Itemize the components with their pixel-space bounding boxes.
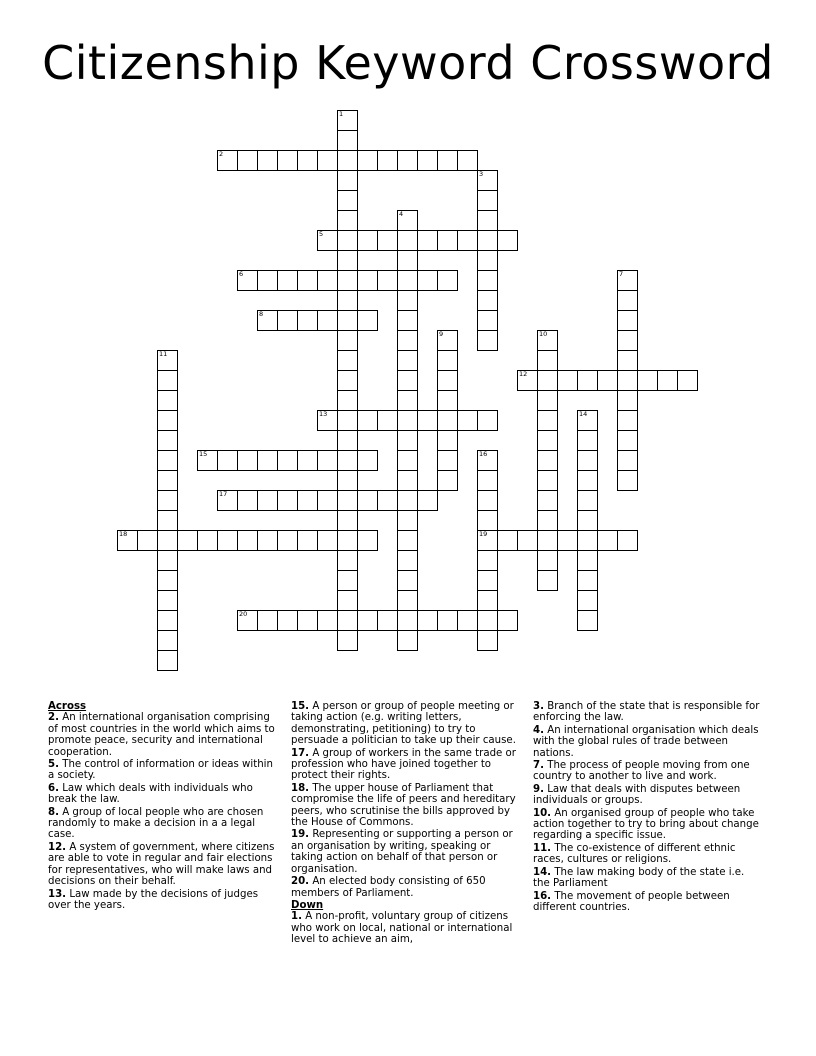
across-heading: Across [48, 701, 87, 712]
grid-cell[interactable] [377, 270, 398, 291]
grid-cell[interactable] [477, 290, 498, 311]
grid-cell[interactable] [337, 470, 358, 491]
grid-cell[interactable] [297, 310, 318, 331]
grid-cell[interactable] [257, 270, 278, 291]
grid-cell[interactable] [297, 530, 318, 551]
clues-column-2 [291, 701, 521, 947]
grid-cell[interactable] [617, 330, 638, 351]
grid-cell[interactable] [477, 470, 498, 491]
grid-cell[interactable] [397, 230, 418, 251]
grid-cell[interactable] [537, 510, 558, 531]
grid-cell[interactable] [437, 610, 458, 631]
grid-cell[interactable] [357, 310, 378, 331]
grid-cell[interactable] [377, 150, 398, 171]
grid-cell[interactable] [537, 470, 558, 491]
grid-cell[interactable] [337, 190, 358, 211]
grid-cell[interactable] [417, 230, 438, 251]
clue-down-9: 9. Law that deals with disputes between individuals or groups. [533, 783, 741, 807]
grid-cell[interactable] [437, 450, 458, 471]
clue-down-7: 7. The process of people moving from one country to another to live and work. [533, 760, 750, 783]
grid-cell[interactable] [317, 610, 338, 631]
page-title: Citizenship Keyword Crossword [42, 36, 774, 90]
grid-cell[interactable] [537, 390, 558, 411]
grid-cell[interactable] [157, 590, 178, 611]
grid-cell[interactable] [337, 350, 358, 371]
grid-cell[interactable] [397, 550, 418, 571]
grid-cell[interactable] [537, 410, 558, 431]
grid-cell[interactable] [157, 450, 178, 471]
clue-across-17: 17. A group of workers in the same trade or profession who have joined together to protect their rights. [291, 747, 516, 782]
clue-number: 13 [319, 410, 328, 418]
grid-cell[interactable] [557, 530, 578, 551]
grid-cell[interactable] [157, 350, 178, 371]
grid-cell[interactable] [397, 490, 418, 511]
grid-cell[interactable] [617, 470, 638, 491]
grid-cell[interactable] [677, 370, 698, 391]
grid-cell[interactable] [277, 610, 298, 631]
clue-number: 9 [439, 330, 444, 338]
grid-cell[interactable] [217, 150, 238, 171]
grid-cell[interactable] [337, 290, 358, 311]
grid-cell[interactable] [357, 270, 378, 291]
grid-cell[interactable] [397, 370, 418, 391]
grid-cell[interactable] [477, 530, 498, 551]
grid-cell[interactable] [397, 290, 418, 311]
grid-cell[interactable] [217, 450, 238, 471]
grid-cell[interactable] [617, 350, 638, 371]
clue-number: 17 [219, 490, 228, 498]
grid-cell[interactable] [337, 490, 358, 511]
grid-cell[interactable] [417, 610, 438, 631]
grid-cell[interactable] [397, 450, 418, 471]
grid-cell[interactable] [397, 350, 418, 371]
clue-across-18: 18. The upper house of Parliament that compromise the life of peers and hereditary peers, who scrutinise the bills approved by the House of Commons. [291, 782, 516, 829]
grid-cell[interactable] [157, 470, 178, 491]
grid-cell[interactable] [257, 530, 278, 551]
grid-cell[interactable] [477, 490, 498, 511]
clue-number: 6 [239, 270, 244, 278]
clue-across-19: 19. Representing or supporting a person or an organisation by writing, speaking or taking action on behalf of that person or organisation. [291, 829, 513, 875]
grid-cell[interactable] [437, 430, 458, 451]
grid-cell[interactable] [317, 310, 338, 331]
grid-cell[interactable] [277, 310, 298, 331]
grid-cell[interactable] [437, 410, 458, 431]
grid-cell[interactable] [397, 530, 418, 551]
clue-down-3: 3. Branch of the state that is responsible for enforcing the law. [533, 701, 760, 724]
grid-cell[interactable] [197, 450, 218, 471]
grid-cell[interactable] [237, 490, 258, 511]
grid-cell[interactable] [197, 530, 218, 551]
grid-cell[interactable] [417, 410, 438, 431]
grid-cell[interactable] [437, 150, 458, 171]
grid-cell[interactable] [297, 150, 318, 171]
grid-cell[interactable] [357, 530, 378, 551]
grid-cell[interactable] [317, 150, 338, 171]
grid-cell[interactable] [577, 610, 598, 631]
grid-cell[interactable] [477, 250, 498, 271]
clue-number: 8 [259, 310, 264, 318]
clue-number: 5 [319, 230, 324, 238]
grid-cell[interactable] [337, 270, 358, 291]
grid-cell[interactable] [617, 390, 638, 411]
clue-down-4: 4. An international organisation which deals with the global rules of trade between nations. [533, 724, 759, 759]
grid-cell[interactable] [237, 530, 258, 551]
grid-cell[interactable] [377, 490, 398, 511]
grid-cell[interactable] [577, 550, 598, 571]
grid-cell[interactable] [337, 390, 358, 411]
grid-cell[interactable] [477, 190, 498, 211]
grid-cell[interactable] [337, 450, 358, 471]
grid-cell[interactable] [617, 310, 638, 331]
down-heading: Down [291, 899, 324, 911]
grid-cell[interactable] [597, 370, 618, 391]
grid-cell[interactable] [477, 450, 498, 471]
grid-cell[interactable] [117, 530, 138, 551]
grid-cell[interactable] [397, 330, 418, 351]
grid-cell[interactable] [397, 310, 418, 331]
grid-cell[interactable] [577, 530, 598, 551]
grid-cell[interactable] [437, 330, 458, 351]
clue-across-2: 2. An international organisation comprising of most countries in the world which aims to promote peace, security and international cooperation. [48, 712, 275, 758]
grid-cell[interactable] [577, 450, 598, 471]
grid-cell[interactable] [497, 610, 518, 631]
grid-cell[interactable] [277, 530, 298, 551]
grid-cell[interactable] [397, 390, 418, 411]
grid-cell[interactable] [337, 570, 358, 591]
grid-cell[interactable] [517, 370, 538, 391]
grid-cell[interactable] [477, 230, 498, 251]
grid-cell[interactable] [577, 370, 598, 391]
clue-number: 18 [119, 530, 128, 538]
grid-cell[interactable] [437, 230, 458, 251]
grid-cell[interactable] [317, 270, 338, 291]
grid-cell[interactable] [257, 450, 278, 471]
grid-cell[interactable] [157, 410, 178, 431]
clue-number: 12 [519, 370, 528, 378]
grid-cell[interactable] [537, 550, 558, 571]
grid-cell[interactable] [617, 410, 638, 431]
grid-cell[interactable] [577, 410, 598, 431]
grid-cell[interactable] [617, 450, 638, 471]
grid-cell[interactable] [437, 270, 458, 291]
grid-cell[interactable] [157, 390, 178, 411]
clues-column-3 [533, 701, 763, 914]
grid-cell[interactable] [537, 450, 558, 471]
clue-number: 15 [199, 450, 208, 458]
clue-across-13: 13. Law made by the decisions of judges over the years. [48, 888, 259, 911]
grid-cell[interactable] [357, 610, 378, 631]
grid-cell[interactable] [157, 610, 178, 631]
grid-cell[interactable] [357, 490, 378, 511]
grid-cell[interactable] [157, 490, 178, 511]
grid-cell[interactable] [617, 370, 638, 391]
grid-cell[interactable] [597, 530, 618, 551]
grid-cell[interactable] [157, 570, 178, 591]
grid-cell[interactable] [397, 430, 418, 451]
grid-cell[interactable] [357, 150, 378, 171]
grid-cell[interactable] [337, 310, 358, 331]
grid-cell[interactable] [257, 610, 278, 631]
grid-cell[interactable] [537, 570, 558, 591]
grid-cell[interactable] [477, 630, 498, 651]
grid-cell[interactable] [457, 230, 478, 251]
grid-cell[interactable] [337, 510, 358, 531]
clue-number: 19 [479, 530, 488, 538]
grid-cell[interactable] [357, 230, 378, 251]
clue-across-8: 8. A group of local people who are chosen randomly to make a decision in a a legal case. [48, 806, 264, 841]
grid-cell[interactable] [437, 350, 458, 371]
grid-cell[interactable] [637, 370, 658, 391]
clue-across-15: 15. A person or group of people meeting or taking action (e.g. writing letters, demonstrating, petitioning) to try to persuade a politician to take up their cause. [291, 701, 516, 747]
clue-number: 11 [159, 350, 168, 358]
clue-across-5: 5. The control of information or ideas within a society. [48, 759, 273, 782]
grid-cell[interactable] [137, 530, 158, 551]
grid-cell[interactable] [157, 550, 178, 571]
grid-cell[interactable] [537, 350, 558, 371]
grid-cell[interactable] [157, 430, 178, 451]
clue-across-12: 12. A system of government, where citizens are able to vote in regular and fair elections for representatives, who will make laws and decisions on their behalf. [48, 841, 275, 888]
grid-cell[interactable] [417, 270, 438, 291]
grid-cell[interactable] [157, 370, 178, 391]
grid-cell[interactable] [537, 430, 558, 451]
grid-cell[interactable] [437, 470, 458, 491]
clue-down-10: 10. An organised group of people who take action together to try to bring about change regarding a specific issue. [533, 807, 759, 842]
grid-cell[interactable] [477, 210, 498, 231]
grid-cell[interactable] [517, 530, 538, 551]
clue-number: 10 [539, 330, 548, 338]
grid-cell[interactable] [337, 530, 358, 551]
grid-cell[interactable] [397, 590, 418, 611]
grid-cell[interactable] [617, 270, 638, 291]
grid-cell[interactable] [457, 610, 478, 631]
grid-cell[interactable] [417, 150, 438, 171]
grid-cell[interactable] [497, 530, 518, 551]
grid-cell[interactable] [617, 530, 638, 551]
clues-column-1 [48, 701, 278, 912]
grid-cell[interactable] [537, 330, 558, 351]
grid-cell[interactable] [497, 230, 518, 251]
grid-cell[interactable] [337, 370, 358, 391]
grid-cell[interactable] [397, 570, 418, 591]
clue-down-14: 14. The law making body of the state i.e. the Parliament [533, 866, 745, 890]
grid-cell[interactable] [577, 590, 598, 611]
grid-cell[interactable] [577, 490, 598, 511]
grid-cell[interactable] [277, 450, 298, 471]
grid-cell[interactable] [397, 470, 418, 491]
grid-cell[interactable] [317, 230, 338, 251]
clue-down-1: 1. A non-profit, voluntary group of citizens who work on local, national or international level to achieve an aim, [291, 911, 513, 946]
grid-cell[interactable] [217, 490, 238, 511]
grid-cell[interactable] [397, 610, 418, 631]
grid-cell[interactable] [337, 250, 358, 271]
grid-cell[interactable] [577, 570, 598, 591]
grid-cell[interactable] [477, 330, 498, 351]
grid-cell[interactable] [457, 150, 478, 171]
clue-number: 1 [339, 110, 344, 118]
grid-cell[interactable] [617, 430, 638, 451]
grid-cell[interactable] [477, 410, 498, 431]
grid-cell[interactable] [337, 610, 358, 631]
grid-cell[interactable] [317, 490, 338, 511]
grid-cell[interactable] [157, 650, 178, 671]
grid-cell[interactable] [417, 490, 438, 511]
grid-cell[interactable] [577, 470, 598, 491]
grid-cell[interactable] [397, 150, 418, 171]
grid-cell[interactable] [397, 630, 418, 651]
grid-cell[interactable] [397, 270, 418, 291]
grid-cell[interactable] [397, 210, 418, 231]
grid-cell[interactable] [577, 510, 598, 531]
grid-cell[interactable] [477, 610, 498, 631]
grid-cell[interactable] [477, 270, 498, 291]
grid-cell[interactable] [577, 430, 598, 451]
grid-cell[interactable] [297, 450, 318, 471]
grid-cell[interactable] [337, 210, 358, 231]
grid-cell[interactable] [537, 530, 558, 551]
clue-number: 14 [579, 410, 588, 418]
clue-number: 16 [479, 450, 488, 458]
grid-cell[interactable] [337, 590, 358, 611]
grid-cell[interactable] [277, 270, 298, 291]
grid-cell[interactable] [337, 230, 358, 251]
grid-cell[interactable] [397, 510, 418, 531]
grid-cell[interactable] [317, 450, 338, 471]
grid-cell[interactable] [617, 290, 638, 311]
grid-cell[interactable] [477, 550, 498, 571]
grid-cell[interactable] [557, 370, 578, 391]
grid-cell[interactable] [537, 370, 558, 391]
grid-cell[interactable] [297, 490, 318, 511]
grid-cell[interactable] [337, 410, 358, 431]
grid-cell[interactable] [477, 590, 498, 611]
grid-cell[interactable] [537, 490, 558, 511]
grid-cell[interactable] [337, 110, 358, 131]
grid-cell[interactable] [157, 530, 178, 551]
grid-cell[interactable] [397, 250, 418, 271]
grid-cell[interactable] [357, 410, 378, 431]
grid-cell[interactable] [477, 570, 498, 591]
grid-cell[interactable] [237, 610, 258, 631]
grid-cell[interactable] [437, 390, 458, 411]
clue-down-16: 16. The movement of people between different countries. [533, 890, 730, 913]
clue-number: 2 [219, 150, 224, 158]
grid-cell[interactable] [377, 410, 398, 431]
grid-cell[interactable] [337, 630, 358, 651]
crossword-grid [117, 110, 699, 672]
grid-cell[interactable] [657, 370, 678, 391]
grid-cell[interactable] [477, 310, 498, 331]
grid-cell[interactable] [257, 310, 278, 331]
clue-number: 20 [239, 610, 248, 618]
grid-cell[interactable] [357, 450, 378, 471]
grid-cell[interactable] [457, 410, 478, 431]
grid-cell[interactable] [397, 410, 418, 431]
grid-cell[interactable] [257, 150, 278, 171]
clue-number: 7 [619, 270, 624, 278]
grid-cell[interactable] [297, 610, 318, 631]
clue-number: 3 [479, 170, 484, 178]
clue-across-20: 20. An elected body consisting of 650 members of Parliament. [291, 876, 486, 899]
grid-cell[interactable] [477, 170, 498, 191]
grid-cell[interactable] [437, 370, 458, 391]
clue-across-6: 6. Law which deals with individuals who break the law. [48, 782, 253, 806]
grid-cell[interactable] [277, 490, 298, 511]
grid-cell[interactable] [237, 270, 258, 291]
grid-cell[interactable] [317, 410, 338, 431]
grid-cell[interactable] [237, 150, 258, 171]
grid-cell[interactable] [337, 430, 358, 451]
grid-cell[interactable] [477, 510, 498, 531]
grid-cell[interactable] [177, 530, 198, 551]
grid-cell[interactable] [377, 610, 398, 631]
grid-cell[interactable] [337, 550, 358, 571]
grid-cell[interactable] [337, 130, 358, 151]
grid-cell[interactable] [237, 450, 258, 471]
grid-cell[interactable] [157, 630, 178, 651]
grid-cell[interactable] [297, 270, 318, 291]
grid-cell[interactable] [337, 330, 358, 351]
grid-cell[interactable] [377, 230, 398, 251]
grid-cell[interactable] [337, 150, 358, 171]
grid-cell[interactable] [317, 530, 338, 551]
clue-number: 4 [399, 210, 404, 218]
grid-cell[interactable] [337, 170, 358, 191]
grid-cell[interactable] [157, 510, 178, 531]
grid-cell[interactable] [257, 490, 278, 511]
grid-cell[interactable] [277, 150, 298, 171]
grid-cell[interactable] [217, 530, 238, 551]
clue-down-11: 11. The co-existence of different ethnic races, cultures or religions. [533, 842, 736, 866]
